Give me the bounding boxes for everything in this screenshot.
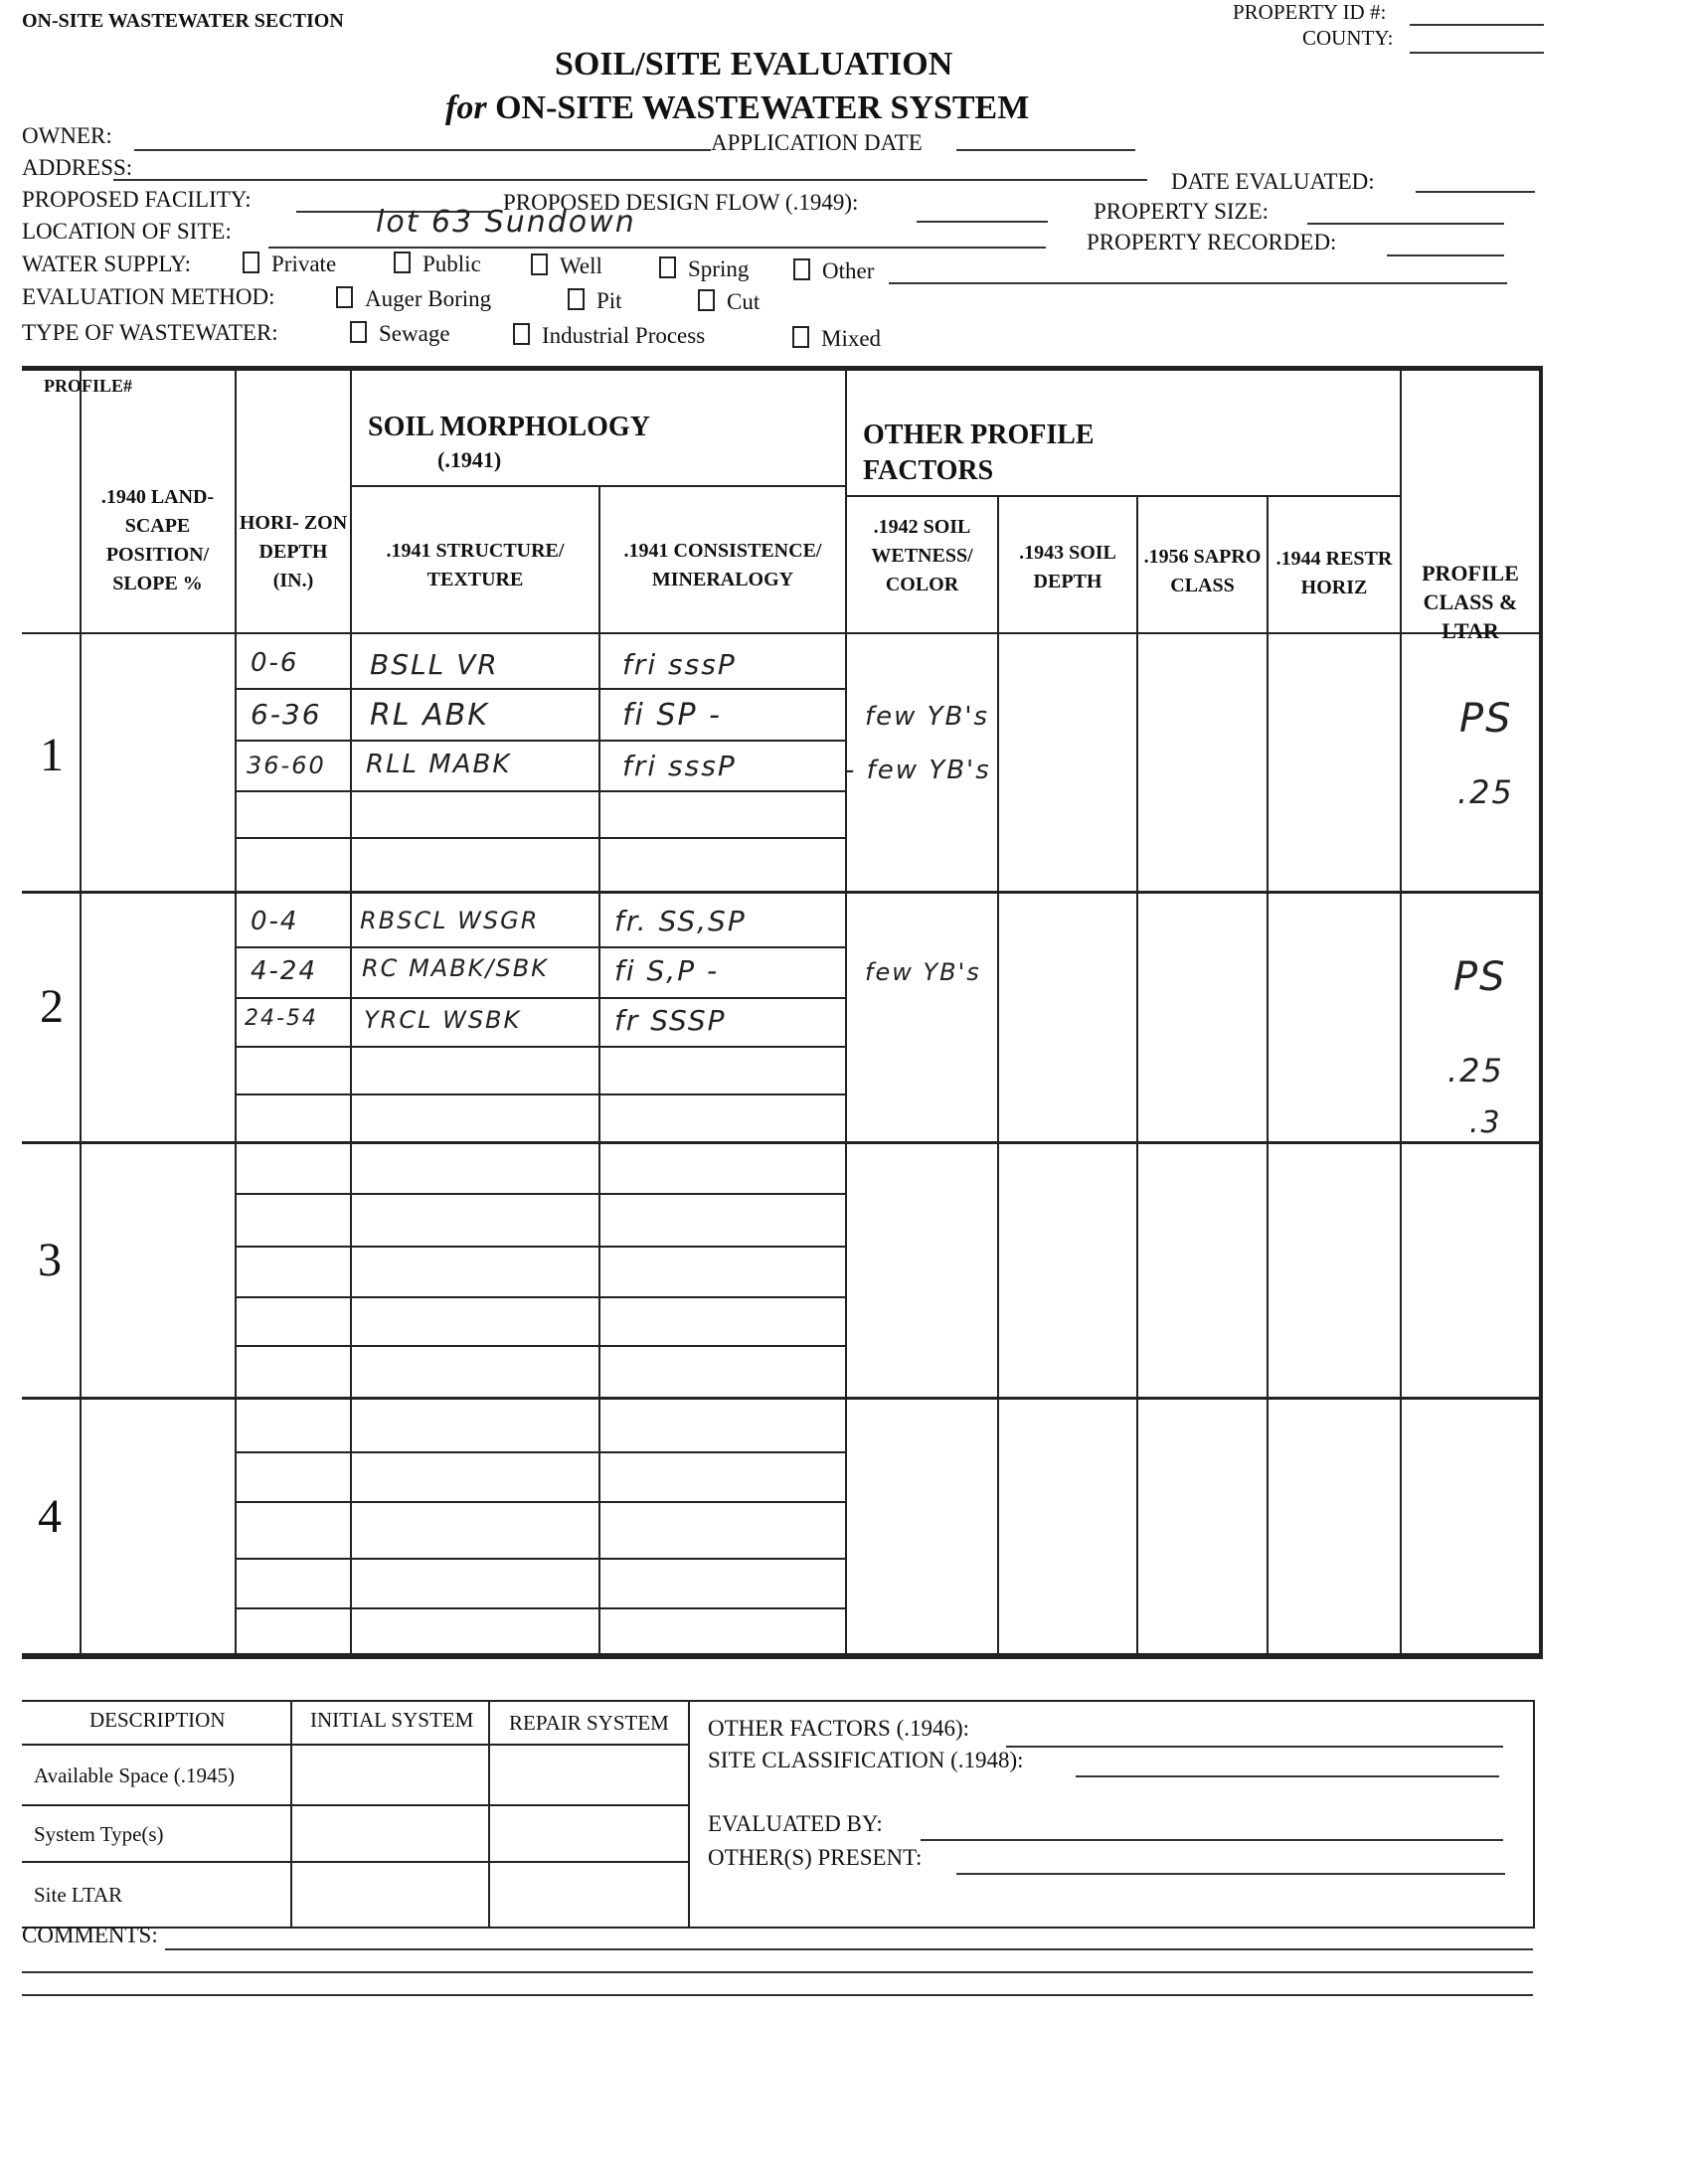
date-evaluated-label: DATE EVALUATED: (1171, 169, 1375, 194)
property-recorded-label: PROPERTY RECORDED: (1087, 230, 1337, 254)
profile-number-header: PROFILE# (44, 376, 133, 396)
date-evaluated-line[interactable] (1416, 191, 1535, 193)
others-present-label: OTHER(S) PRESENT: (708, 1845, 923, 1870)
restr-header: .1944 RESTR HORIZ (1275, 548, 1393, 598)
col-line (1267, 495, 1269, 1653)
row-line (235, 688, 845, 690)
profile-number: 2 (40, 980, 64, 1033)
profile-2-bottom (22, 1141, 1543, 1144)
county-label: COUNTY: (1302, 26, 1394, 50)
water-supply-label: WATER SUPPLY: (22, 252, 192, 276)
summary-col-line (488, 1700, 490, 1927)
checkbox-icon (513, 323, 530, 345)
row-line (235, 946, 845, 948)
comments-line[interactable] (22, 1994, 1533, 1996)
table-bottom-border (22, 1653, 1543, 1659)
evaluation-pit[interactable]: Pit (568, 288, 622, 314)
water-supply-other-line[interactable] (889, 282, 1507, 284)
horizon-depth-cell[interactable]: 36-60 (247, 752, 326, 779)
comments-label: COMMENTS: (22, 1923, 158, 1947)
summary-row-label: System Type(s) (34, 1822, 164, 1846)
row-line (235, 1607, 845, 1609)
description-header: DESCRIPTION (89, 1708, 226, 1732)
section-label: ON-SITE WASTEWATER SECTION (22, 10, 344, 32)
row-line (235, 1451, 845, 1453)
consistence-cell[interactable]: fr. SS,SP (614, 905, 747, 937)
checkbox-icon (350, 321, 367, 343)
county-line[interactable] (1410, 52, 1544, 54)
table-top-border (22, 366, 1543, 371)
consistence-cell[interactable]: fri sssP (622, 648, 737, 681)
wastewater-industrial[interactable]: Industrial Process (513, 323, 705, 349)
col-line (1400, 366, 1402, 1653)
structure-cell[interactable]: RC MABK/SBK (362, 954, 549, 982)
structure-cell[interactable]: BSLL VR (370, 648, 499, 681)
table-right-border (1539, 366, 1543, 1653)
evaluation-auger-boring[interactable]: Auger Boring (336, 286, 491, 312)
wastewater-sewage[interactable]: Sewage (350, 321, 450, 347)
evaluated-by-label: EVALUATED BY: (708, 1811, 883, 1836)
other-factors-divider (845, 495, 1402, 497)
checkbox-icon (531, 253, 548, 275)
row-line (235, 790, 845, 792)
address-label: ADDRESS: (22, 155, 133, 180)
row-line (235, 997, 845, 999)
other-factors-label: OTHER FACTORS (.1946): (708, 1716, 970, 1741)
col-line (845, 366, 847, 1653)
comments-line[interactable] (165, 1948, 1533, 1950)
structure-header: .1941 STRUCTURE/ TEXTURE (386, 540, 565, 590)
summary-col-line (688, 1700, 690, 1927)
row-line (235, 1296, 845, 1298)
profile-class-cell[interactable]: PS (1453, 954, 1507, 1000)
location-line[interactable] (268, 247, 1046, 249)
horizon-depth-header: HORI- ZON DEPTH (IN.) (239, 512, 348, 591)
owner-label: OWNER: (22, 123, 112, 148)
initial-system-header: INITIAL SYSTEM (310, 1708, 474, 1732)
col-line (350, 366, 352, 1653)
property-size-label: PROPERTY SIZE: (1094, 199, 1270, 224)
summary-row-line (22, 1804, 688, 1806)
property-id-line[interactable] (1410, 24, 1544, 26)
checkbox-icon (243, 252, 259, 273)
profile-number: 1 (40, 729, 64, 781)
checkbox-icon (394, 252, 411, 273)
wetness-cell[interactable]: - few YB's (845, 756, 991, 785)
horizon-depth-cell[interactable]: 24-54 (245, 1006, 318, 1031)
summary-header-line (22, 1744, 688, 1746)
structure-cell[interactable]: RLL MABK (366, 750, 512, 779)
water-supply-public[interactable]: Public (394, 252, 481, 277)
evaluation-cut[interactable]: Cut (698, 289, 760, 315)
water-supply-private[interactable]: Private (243, 252, 336, 277)
profile-3-bottom (22, 1397, 1543, 1400)
col-line (997, 495, 999, 1653)
consistence-cell[interactable]: fri sssP (622, 750, 737, 782)
horizon-depth-cell[interactable]: 0-6 (251, 648, 299, 678)
wastewater-mixed[interactable]: Mixed (792, 326, 881, 352)
wetness-cell[interactable]: few YB's (865, 958, 981, 986)
profile-number: 3 (38, 1234, 62, 1286)
address-line[interactable] (113, 179, 1147, 181)
row-line (235, 1246, 845, 1248)
consistence-cell[interactable]: fi S,P - (614, 954, 720, 987)
form-title: SOIL/SITE EVALUATION (555, 46, 953, 83)
site-classification-line[interactable] (1076, 1775, 1499, 1777)
horizon-depth-cell[interactable]: 6-36 (251, 698, 322, 731)
summary-row-label: Available Space (.1945) (34, 1764, 235, 1787)
property-id-label: PROPERTY ID #: (1233, 0, 1387, 24)
soil-morphology-code: (.1941) (437, 447, 502, 472)
evaluated-by-line[interactable] (921, 1839, 1503, 1841)
checkbox-icon (336, 286, 353, 308)
water-supply-spring[interactable]: Spring (659, 256, 749, 282)
row-line (235, 1046, 845, 1048)
checkbox-icon (698, 289, 715, 311)
col-line (80, 366, 82, 1653)
horizon-depth-cell[interactable]: 4-24 (251, 956, 318, 986)
row-line (235, 1345, 845, 1347)
landscape-header: .1940 LAND- SCAPE POSITION/ SLOPE % (100, 486, 215, 594)
water-supply-well[interactable]: Well (531, 253, 602, 279)
horizon-depth-cell[interactable]: 0-4 (251, 907, 299, 936)
consistence-header: .1941 CONSISTENCE/ MINERALOGY (623, 540, 822, 590)
row-line (235, 1501, 845, 1503)
repair-system-header: REPAIR SYSTEM (509, 1711, 669, 1735)
checkbox-icon (792, 326, 809, 348)
soil-depth-header: .1943 SOIL DEPTH (1019, 542, 1116, 592)
ltar-cell[interactable]: .25 (1447, 1052, 1504, 1090)
wastewater-type-label: TYPE OF WASTEWATER: (22, 320, 278, 345)
checkbox-icon (568, 288, 585, 310)
col-line (1136, 495, 1138, 1653)
structure-cell[interactable]: RL ABK (370, 698, 489, 733)
property-recorded-line[interactable] (1387, 254, 1504, 256)
form-subtitle: for ON-SITE WASTEWATER SYSTEM (445, 89, 1030, 126)
row-line (235, 1193, 845, 1195)
design-flow-label: PROPOSED DESIGN FLOW (.1949): (503, 190, 859, 215)
proposed-facility-label: PROPOSED FACILITY: (22, 187, 252, 212)
summary-row-label: Site LTAR (34, 1883, 123, 1907)
application-date-label: APPLICATION DATE (711, 130, 923, 155)
design-flow-line[interactable] (917, 221, 1048, 223)
site-classification-label: SITE CLASSIFICATION (.1948): (708, 1748, 1024, 1772)
wetness-header: .1942 SOIL WETNESS/ COLOR (871, 516, 973, 595)
summary-col-line (290, 1700, 292, 1927)
application-date-line[interactable] (956, 149, 1135, 151)
ltar-cell[interactable]: .3 (1469, 1105, 1502, 1140)
profile-number: 4 (38, 1490, 62, 1543)
comments-line[interactable] (22, 1971, 1533, 1973)
water-supply-other[interactable]: Other (793, 258, 874, 284)
row-line (235, 837, 845, 839)
summary-row-line (22, 1861, 688, 1863)
structure-cell[interactable]: RBSCL WSGR (360, 907, 540, 934)
ltar-cell[interactable]: .25 (1457, 773, 1514, 811)
profile-class-header: PROFILE CLASS & LTAR (1422, 561, 1519, 643)
summary-top-border (22, 1700, 1535, 1702)
row-line (235, 1093, 845, 1095)
checkbox-icon (659, 256, 676, 278)
evaluation-method-label: EVALUATION METHOD: (22, 284, 275, 309)
row-line (235, 1558, 845, 1560)
header-bottom-border (22, 632, 1543, 634)
summary-bottom-border (22, 1927, 1535, 1929)
wetness-cell[interactable]: few YB's (865, 702, 990, 732)
consistence-cell[interactable]: fi SP - (622, 698, 722, 733)
other-factors-line[interactable] (1006, 1746, 1503, 1748)
soil-morphology-header: SOIL MORPHOLOGY (368, 412, 650, 442)
other-factors-header: OTHER PROFILE FACTORS (863, 420, 1095, 486)
profile-1-bottom (22, 891, 1543, 894)
checkbox-icon (793, 258, 810, 280)
owner-line[interactable] (134, 149, 711, 151)
sapro-header: .1956 SAPRO CLASS (1143, 546, 1262, 596)
property-size-line[interactable] (1307, 223, 1504, 225)
consistence-cell[interactable]: fr SSSP (614, 1004, 727, 1037)
profile-class-cell[interactable]: PS (1459, 696, 1513, 742)
row-line (235, 740, 845, 742)
soil-morph-divider (350, 485, 845, 487)
col-line (598, 485, 600, 1653)
structure-cell[interactable]: YRCL WSBK (364, 1006, 522, 1034)
location-label: LOCATION OF SITE: (22, 219, 232, 244)
location-value: lot 63 Sundown (376, 205, 636, 240)
summary-right-border (1533, 1700, 1535, 1927)
col-line (235, 366, 237, 1653)
others-present-line[interactable] (956, 1873, 1505, 1875)
